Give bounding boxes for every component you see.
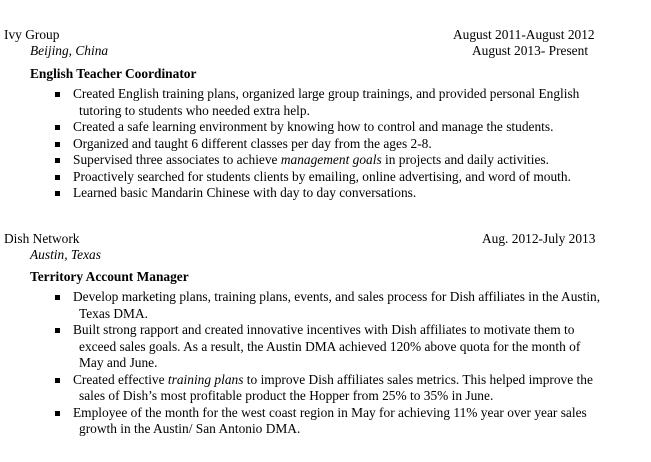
bullet-icon <box>55 142 60 147</box>
bullet-icon <box>55 175 60 180</box>
list-item <box>0 119 613 136</box>
bullet-icon <box>55 378 60 383</box>
list-item <box>0 322 613 372</box>
bullet-emphasis: management goals <box>280 152 382 167</box>
job-dates: August 2011-August 2012 <box>453 27 595 42</box>
bullet-text: growth in the Austin/ San Antonio DMA. <box>79 421 301 436</box>
list-item <box>0 152 613 169</box>
bullet-text: Created effective <box>73 371 168 387</box>
bullet-icon <box>55 191 60 196</box>
bullet-text: Organized and taught 6 different classes per day from the ages 2-8. <box>73 135 432 151</box>
bullet-text: in projects and daily activities. <box>381 152 549 167</box>
bullet-text: Employee of the month for the west coast region in May for achieving 11% year over year sales <box>73 404 587 420</box>
bullet-icon <box>55 411 60 416</box>
bullet-text: to improve Dish affiliates sales metrics. This helped improve the <box>243 371 593 387</box>
job-title: Territory Account Manager <box>30 269 189 284</box>
bullet-text: Proactively searched for students clients by emailing, online advertising, and word of mouth. <box>73 168 571 184</box>
bullet-text: exceed sales goals. As a result, the Austin DMA achieved 120% above quota for the month of <box>79 338 581 354</box>
bullet-text: Develop marketing plans, training plans, events, and sales process for Dish affiliates in the Austin, <box>73 289 601 304</box>
list-item <box>0 405 613 438</box>
bullet-text: Learned basic Mandarin Chinese with day to day conversations. <box>73 185 417 200</box>
job-title: English Teacher Coordinator <box>30 66 197 81</box>
list-item <box>0 185 613 202</box>
list-item <box>0 372 613 405</box>
list-item <box>0 136 613 153</box>
bullet-icon <box>55 328 60 333</box>
job-dates: Aug. 2012-July 2013 <box>482 231 596 246</box>
bullet-text: Created a safe learning environment by knowing how to control and manage the students. <box>73 119 554 134</box>
duties-list <box>0 289 613 438</box>
bullet-icon <box>55 92 60 97</box>
bullet-text: tutoring to students who needed extra help. <box>79 102 310 118</box>
job-location: Austin, Texas <box>30 247 101 262</box>
bullet-emphasis: training plans <box>167 371 244 387</box>
job-dates: August 2013- Present <box>472 43 589 58</box>
company-name: Ivy Group <box>4 27 60 42</box>
bullet-text: Created English training plans, organized large group trainings, and provided personal English <box>73 86 580 101</box>
bullet-icon <box>55 125 60 130</box>
bullet-text: May and June. <box>79 355 158 370</box>
bullet-text: Supervised three associates to achieve <box>73 152 281 167</box>
bullet-text: sales of Dish’s most profitable product the Hopper from 25% to 35% in June. <box>79 388 494 403</box>
duties-list <box>0 86 613 202</box>
bullet-text: Built strong rapport and created innovative incentives with Dish affiliates to motivate them to <box>73 322 575 337</box>
bullet-icon <box>55 295 60 300</box>
bullet-text: Texas DMA. <box>79 305 148 321</box>
job-location: Beijing, China <box>30 43 109 58</box>
list-item <box>0 289 613 322</box>
company-name: Dish Network <box>4 231 80 246</box>
bullet-icon <box>55 158 60 163</box>
list-item <box>0 169 613 186</box>
list-item <box>0 86 613 119</box>
